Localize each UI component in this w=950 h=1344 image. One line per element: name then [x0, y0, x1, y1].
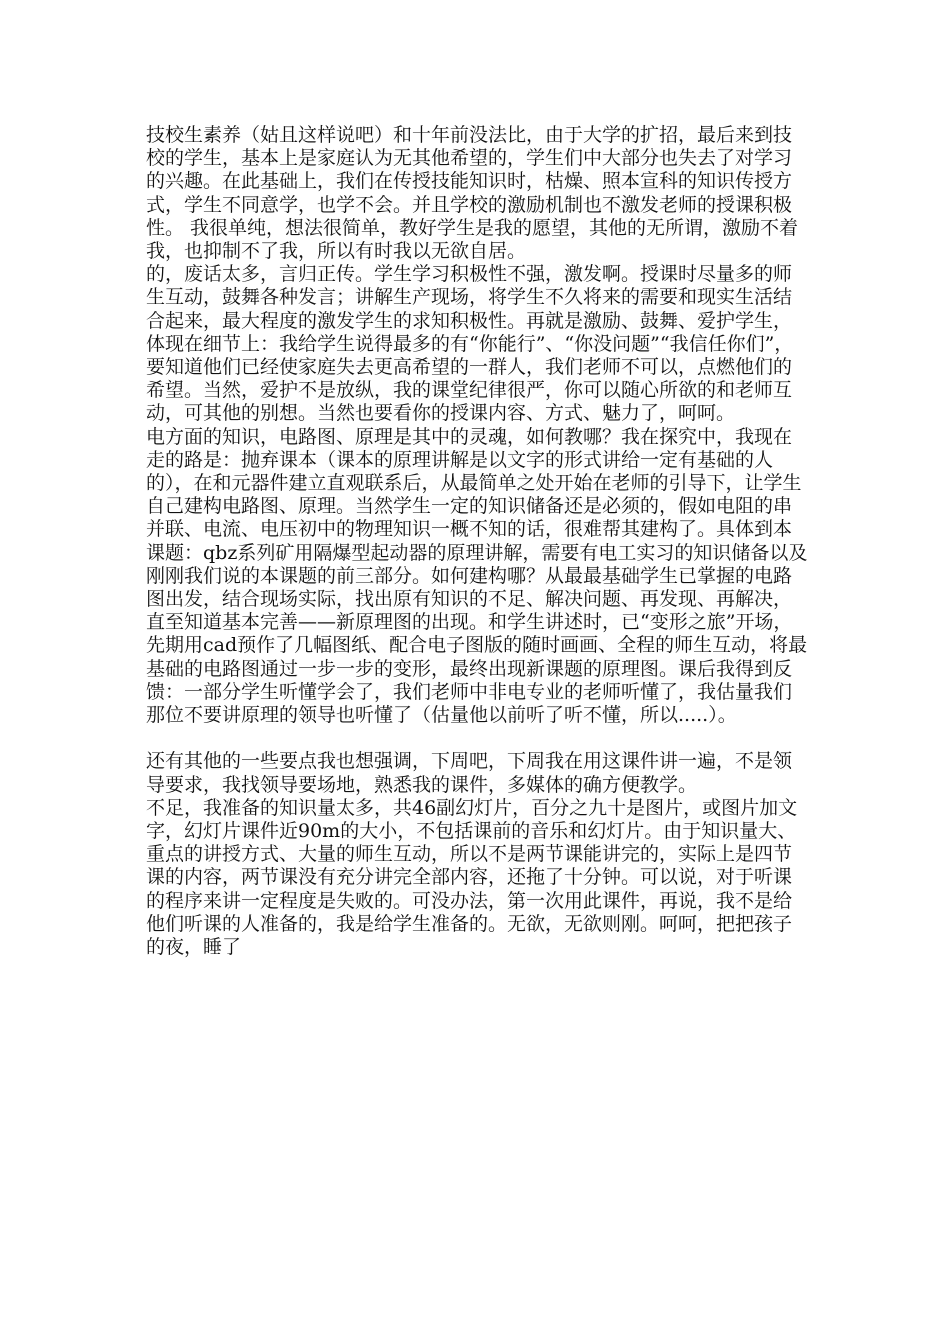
- document-body: [146, 124, 810, 959]
- paragraph-spacer: [146, 727, 810, 750]
- paragraph-5: 不足，我准备的知识量太多，共46副幻灯片，百分之九十是图片，或图片加文字，幻灯片课件近90m的大小，不包括课前的音乐和幻灯片。由于知识量大、重点的讲授方式、大量的师生互动，所以不是两节课能讲完的，实际上是四节课的内容，两节课没有充分讲完全部内容，还拖了十分钟。可以说，对于听课的程序来讲一定程度是失败的。可没办法，第一次用此课件，再说，我不是给他们听课的人准备的，我是给学生准备的。无欲，无欲则刚。呵呵，把把孩子的夜，睡了: [146, 796, 798, 959]
- paragraph-3: 电方面的知识，电路图、原理是其中的灵魂，如何教哪？我在探究中，我现在走的路是：抛弃课本（课本的原理讲解是以文字的形式讲给一定有基础的人的），在和元器件建立直观联系后，从最简单之处开始在老师的引导下，让学生自己建构电路图、原理。当然学生一定的知识储备还是必须的，假如电阻的串并联、电流、电压初中的物理知识一概不知的话，很难帮其建构了。具体到本课题：qbz系列矿用隔爆型起动器的原理讲解，需要有电工实习的知识储备以及刚刚我们说的本课题的前三部分。如何建构哪？从最最基础学生已掌握的电路图出发，结合现场实际，找出原有知识的不足、解决问题、再发现、再解决，直至知道基本完善——新原理图的出现。和学生讲述时，已“变形之旅”开场，先期用cad预作了几幅图纸、配合电子图版的随时画画、全程的师生互动，将最基础的电路图通过一步一步的变形，最终出现新课题的原理图。课后我得到反馈：一部分学生听懂学会了，我们老师中非电专业的老师听懂了，我估量我们那位不要讲原理的领导也听懂了（估量他以前听了听不懂，所以.....）。: [146, 425, 808, 727]
- paragraph-2: 的，废话太多，言归正传。学生学习积极性不强，激发啊。授课时尽量多的师生互动，鼓舞各种发言；讲解生产现场，将学生不久将来的需要和现实生活结合起来，最大程度的激发学生的求知积极性。再就是激励、鼓舞、爱护学生，体现在细节上：我给学生说得最多的有“你能行”、“你没问题”“我信任你们”，要知道他们已经使家庭失去更高希望的一群人，我们老师不可以，点燃他们的希望。当然，爱护不是放纵，我的课堂纪律很严，你可以随心所欲的和老师互动，可其他的别想。当然也要看你的授课内容、方式、魅力了，呵呵。: [146, 263, 794, 425]
- paragraph-4: 还有其他的一些要点我也想强调，下周吧，下周我在用这课件讲一遍，不是领导要求，我找领导要场地，熟悉我的课件，多媒体的确方便教学。: [146, 750, 793, 796]
- paragraph-1: 技校生素养（姑且这样说吧）和十年前没法比，由于大学的扩招，最后来到技校的学生，基本上是家庭认为无其他希望的，学生们中大部分也失去了对学习的兴趣。在此基础上，我们在传授技能知识时，枯燥、照本宣科的知识传授方式，学生不同意学，也学不会。并且学校的激励机制也不激发老师的授课积极性。 我很单纯，想法很简单，教好学生是我的愿望，其他的无所谓，激励不着我，也抑制不了我，所以有时我以无欲自居。: [146, 124, 799, 263]
